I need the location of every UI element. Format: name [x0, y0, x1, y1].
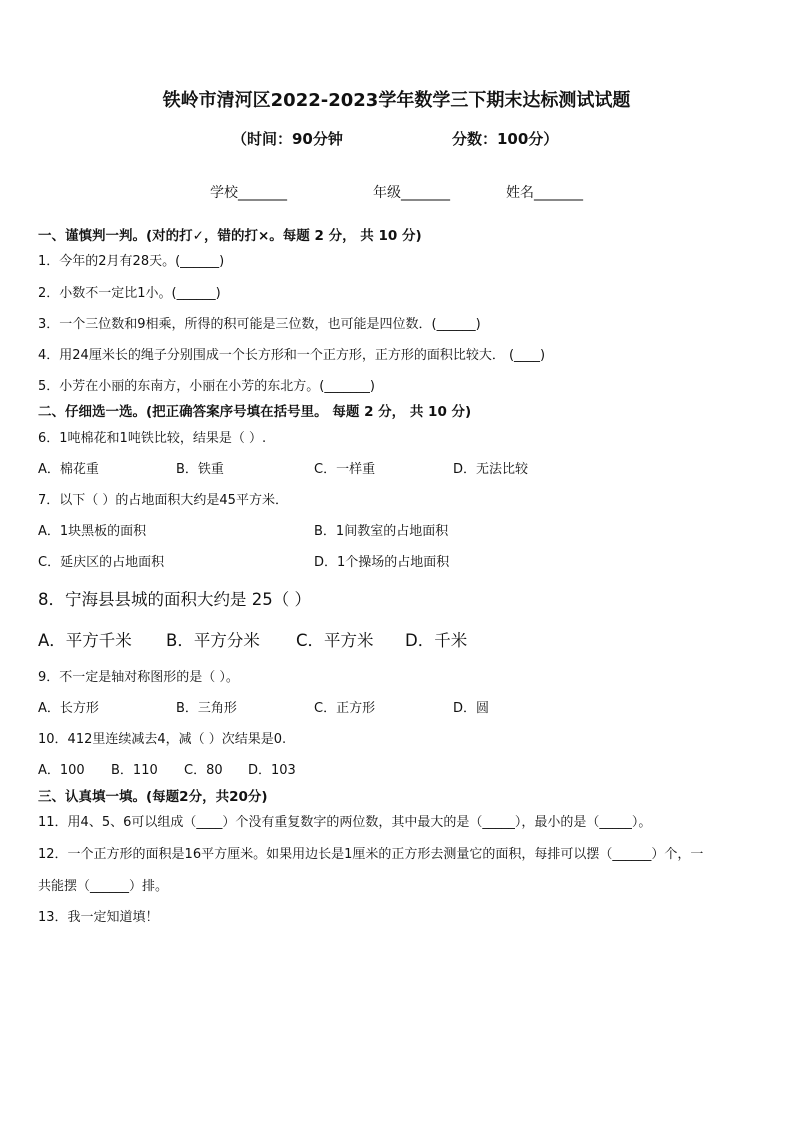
q10-option-b: B．110: [111, 763, 158, 778]
question-9: 9．不一定是轴对称图形的是（ ）。: [38, 670, 239, 685]
question-4: 4．用24厘米长的绳子分别围成一个长方形和一个正方形，正方形的面积比较大． (____): [38, 348, 546, 363]
section-3-heading: 三、认真填一填。(每题2分，共20分): [38, 789, 268, 805]
q7-option-d: D．1个操场的占地面积: [314, 555, 450, 570]
q10-option-c: C．80: [184, 763, 223, 778]
school-field: 学校_______: [210, 185, 287, 201]
question-8: 8．宁海县县城的面积大约是 25（ ）: [38, 590, 311, 609]
q8-option-c: C．平方米: [296, 631, 374, 650]
question-5: 5．小芳在小丽的东南方，小丽在小芳的东北方。(_______): [38, 379, 375, 394]
q6-option-d: D．无法比较: [453, 462, 529, 477]
q9-option-b: B．三角形: [176, 701, 237, 716]
question-11: 11．用4、5、6可以组成（____）个没有重复数字的两位数，其中最大的是（_____），最小的是（_____）。: [38, 815, 652, 830]
q6-option-c: C．一样重: [314, 462, 376, 477]
question-12-line-1: 12．一个正方形的面积是16平方厘米。如果用边长是1厘米的正方形去测量它的面积，每排可以摆（______）个，一: [38, 847, 704, 862]
question-3: 3．一个三位数和9相乘，所得的积可能是三位数，也可能是四位数．(______): [38, 317, 481, 332]
q8-option-b: B．平方分米: [166, 631, 260, 650]
q7-option-b: B．1间教室的占地面积: [314, 524, 449, 539]
question-2: 2．小数不一定比1小。(______): [38, 286, 221, 301]
question-10: 10．412里连续减去4，减（ ）次结果是0.: [38, 732, 287, 747]
section-1-heading: 一、谨慎判一判。(对的打✓，错的打×。每题 2 分， 共 10 分): [38, 228, 422, 244]
q7-option-c: C．延庆区的占地面积: [38, 555, 165, 570]
question-6: 6．1吨棉花和1吨铁比较，结果是（ ）.: [38, 431, 267, 446]
question-12-line-2: 共能摆（______）排。: [38, 879, 169, 894]
q9-option-a: A．长方形: [38, 701, 99, 716]
question-13: 13．我一定知道填！: [38, 910, 159, 925]
page-title: 铁岭市清河区2022-2023学年数学三下期末达标测试试题: [162, 90, 631, 111]
q8-option-a: A．平方千米: [38, 631, 132, 650]
q6-option-a: A．棉花重: [38, 462, 99, 477]
name-field: 姓名_______: [506, 185, 583, 201]
q9-option-d: D．圆: [453, 701, 490, 716]
exam-score: 分数：100分）: [452, 130, 559, 148]
q8-option-d: D．千米: [405, 631, 468, 650]
question-1: 1．今年的2月有28天。(______): [38, 254, 225, 269]
q10-option-a: A．100: [38, 763, 85, 778]
q10-option-d: D．103: [248, 763, 296, 778]
exam-time: （时间：90分钟: [232, 130, 343, 148]
q6-option-b: B．铁重: [176, 462, 224, 477]
section-2-heading: 二、仔细选一选。(把正确答案序号填在括号里。 每题 2 分， 共 10 分): [38, 404, 472, 420]
q9-option-c: C．正方形: [314, 701, 376, 716]
question-7: 7．以下（ ）的占地面积大约是45平方米．: [38, 493, 288, 508]
q7-option-a: A．1块黑板的面积: [38, 524, 147, 539]
grade-field: 年级_______: [373, 185, 450, 201]
